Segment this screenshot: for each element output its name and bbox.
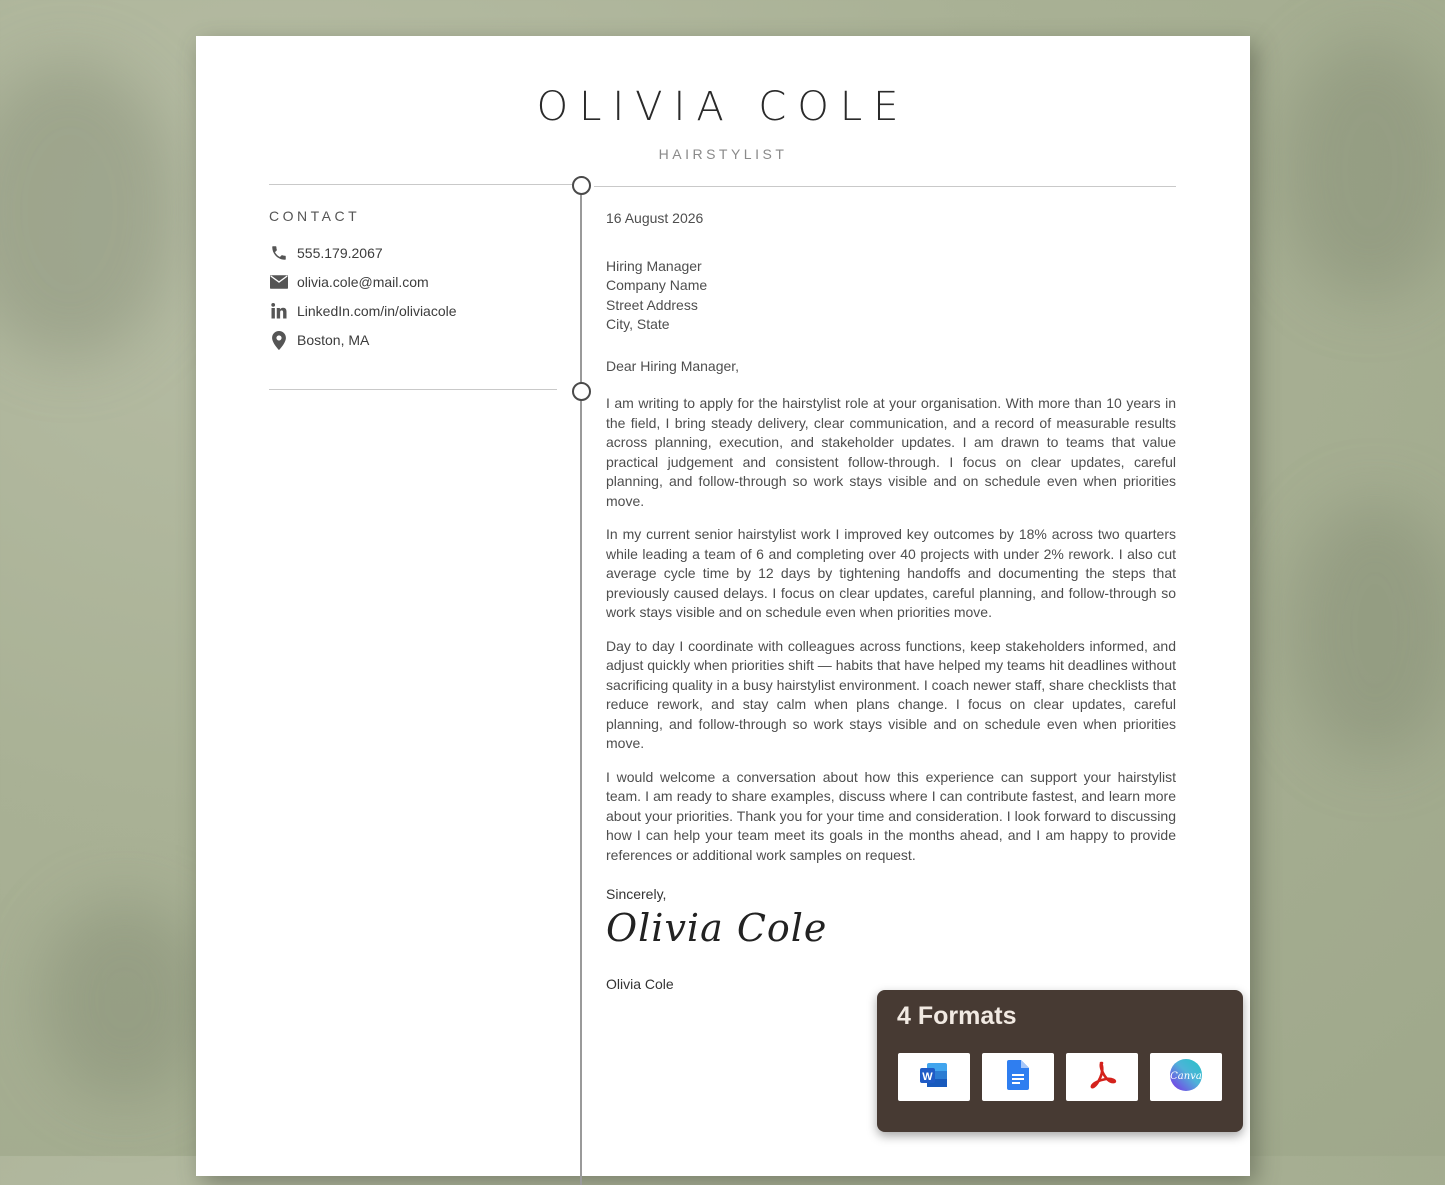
timeline-dot-middle [572,382,591,401]
letter-paragraph: I am writing to apply for the hairstylist role at your organisation. With more than 10 years in the field, I bring steady delivery, clear communication, and a record of measurable results across planning, execution, and stakeholder updates. I am drawn to teams that value practical judgement and consistent follow-through. I focus on clear updates, careful planning, and follow-through so work stays visible and on schedule even when priorities move. [606,395,1176,509]
signed-name: Olivia Cole [606,975,674,992]
contact-divider [269,389,557,390]
word-format-tile[interactable] [898,1053,970,1101]
letter-body [606,209,1176,994]
background-blur [1280,40,1445,300]
applicant-title: HAIRSTYLIST [658,146,788,162]
background-blur [0,60,180,360]
contact-phone-text: 555.179.2067 [297,245,383,261]
linkedin-icon [269,301,289,321]
contact-email-text: olivia.cole@mail.com [297,274,429,290]
canva-icon [1169,1058,1203,1097]
timeline-vertical-line [580,185,582,1185]
background-blur [40,900,210,1100]
mail-icon [269,272,289,292]
formats-title: 4 Formats [897,1002,1017,1030]
letter-closing: Sincerely, [606,886,667,902]
letter-greeting: Dear Hiring Manager, [606,357,740,374]
contact-location-text: Boston, MA [297,332,370,348]
recipient-line: City, State [606,316,670,332]
letter-paragraph: Day to day I coordinate with colleagues across functions, keep stakeholders informed, and adjust quickly when priorities shift — habits that have helped my teams hit deadlines without sacrificing quality in a busy hairstylist environment. I coach newer staff, share checklists that reduce rework, and stay calm when plans change. I focus on clear updates, careful planning, and follow-through so work stays visible and on schedule even when priorities move. [606,637,1176,751]
letter-paragraph: In my current senior hairstylist work I improved key outcomes by 18% across two quarters while leading a team of 6 and completing over 40 projects with under 2% rework. I also cut average cycle time by 12 days by tightening handoffs and documenting the steps that previously caused delays. I focus on clear updates, careful planning, and follow-through so work stays visible and on schedule even when priorities move. [606,526,1176,620]
header-divider-right [594,186,1176,187]
contact-linkedin [269,300,457,322]
contact-linkedin-text: LinkedIn.com/in/oliviacole [297,303,457,319]
letter-paragraph: I would welcome a conversation about how this experience can support your hairstylist team. I am ready to share examples, discuss where I can contribute fastest, and learn more about your priorities. Thank you for your time and consideration. I look forward to discussing how I can help your team meet its goals in the months ahead, and I am happy to provide references or additional work samples on request. [606,768,1176,863]
svg-text:W: W [922,1070,933,1083]
contact-email [269,271,429,293]
recipient-line: Company Name [606,277,708,293]
pdf-format-tile[interactable] [1066,1053,1138,1101]
handwritten-signature: Olivia Cole [606,905,828,950]
location-pin-icon [269,330,289,350]
background-blur [1290,500,1445,760]
word-icon [919,1061,949,1094]
contact-phone [269,242,383,264]
header-divider-left [269,184,573,185]
canva-format-tile[interactable] [1150,1053,1222,1101]
letter-date: 16 August 2026 [606,210,704,226]
contact-heading: CONTACT [269,208,361,224]
contact-location [269,329,369,351]
svg-text:Canva: Canva [1170,1070,1202,1082]
google-docs-format-tile[interactable] [982,1053,1054,1101]
pdf-icon [1087,1060,1117,1095]
phone-icon [269,243,289,263]
recipient-line: Hiring Manager [606,257,702,274]
timeline-dot-top [572,176,591,195]
applicant-name: OLIVIA COLE [536,84,910,130]
formats-badge [877,990,1243,1132]
recipient-line: Street Address [606,296,698,313]
google-docs-icon [1007,1060,1029,1095]
recipient-address [606,257,1176,335]
